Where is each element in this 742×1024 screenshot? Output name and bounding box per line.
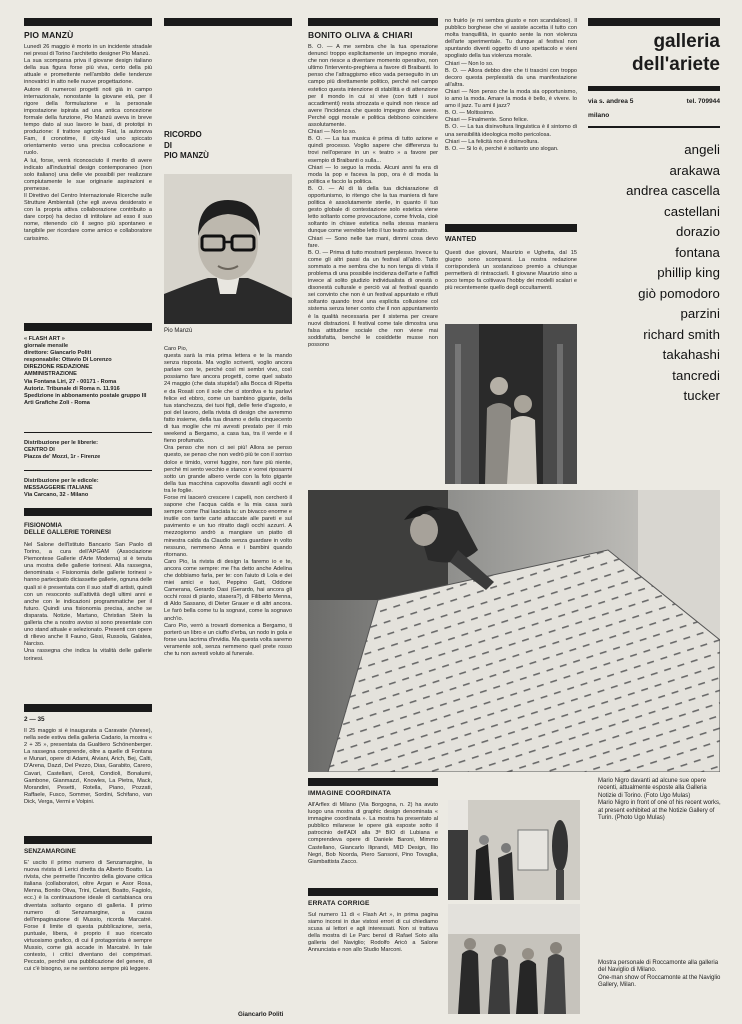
artist-name: fontana <box>675 244 720 260</box>
wanted-photo <box>445 324 577 484</box>
roccamonte-photo-1-illustration <box>448 800 580 900</box>
masthead: « FLASH ART » giornale mensile direttore: Giancarlo Politi responsabile: Ottavio Di Lorenzo DIREZIONE REDAZIONE AMMINISTRAZIONE Via Fontana Liri, 27 - 00171 - Roma Autoriz. Tribunale di Roma n. 11.916 Spedizione in abbonamento postale gruppo III Arti Grafiche Zoli - Roma <box>24 336 147 406</box>
wanted-photo-illustration <box>445 324 577 484</box>
portrait-caption: Pio Manzù <box>164 328 193 334</box>
column3-top-rule <box>308 18 438 26</box>
errata-heading: ERRATA CORRIGE <box>308 900 370 907</box>
senzamargine-article: E' uscito il primo numero di Senzamargine, la nuova rivista di Lerici diretta da Alberto Boatto. La rivista, che permette l'incontro della giovane critica italiana (collaboratori, oltre Argan e Asor Rosa, Menna, Bonito Oliva, Trini, Celant, Boatto, Fagiolo, ecc.) è la continuazione ideale di cartabianca ora diventata soltanto organo di galleria. Il primo numero di Senzamargine, a causa dell'impaginazione di Mussio, ricorda Marcatré. Forse il limite di questa pubblicazione, seria, puntuale, libera, è proprio il suo ricercato virtuosismo grafico, di cui il protagonista è sempre Mussio, come già accade in Marcatré. In tale contesto, i critici diventano dei comprimari. Peccato, perché una pubblicazione del genere, di cui c'è bisogno, se ne sentono sempre più leggere. <box>24 860 152 973</box>
errata-article: Sul numero 11 di « Flash Art », in prima pagina siamo incorsi in due vistosi errori di cui chiediamo scusa ai lettori e agli interessati. Non si trattava della mostra di Le Parc bensì di Rafael Soto alla galleria del Naviglio; Rodolfo Aricò a Salone Annunciata e non allo Studio Marconi. <box>308 912 438 954</box>
immagine-article: All'Arflex di Milano (Via Borgogna, n. 2) ha avuto luogo una mostra di graphic design denominata « immagine coordinata ». La mostra ha presentato al pubblico milanese le opere già esposte sotto il patrocinio dell'ADI alla 3ª BIO di Lubiana e comprendeva opere di Daniele Baroni, Mimmo Castellano, Giancarlo Iliprandi, MID Design, Ilio Negri, Bob Noorda, Piero Sansoni, Pino Tovaglia, Giambattista Zacco. <box>308 802 438 865</box>
senzamargine-heading: SENZAMARGINE <box>24 848 76 855</box>
bonito-oliva-chiari-interview: B. O. — A me sembra che la tua operazione denunci troppo esplicitamente un impegno morale, che non riesce a diventare momento operativo, non ultimo l'intervento-preghiera a favore di Braibanti. Io penso che l'attraggismo etico vada perseguito in un campo più direttamente politico, perché nel campo estetico questa intenzione di stabilità e di attenzione per il mondo in cui si vive (con tutti i suoi accadimenti) resta strozzata e quindi non riesce ad avere l'incidenza che questo impegno deve avere. Perché oggi morale e politica debbono coincidere assolutamente. Chiari — Non lo so. B. O. — La tua musica è prima di tutto azione e quindi processo. Voglio sapere che differenza tu trovi nell'operare in un « teatro » a favore per esempio di Braibanti o sulla... Chiari — Io seguo la moda. Alcuni anni fa era di moda la pop e faceva la pop, ora è di moda la politica e faccio la politica. B. O. — Al di là della tua dichiarazione di opportunismo, io ritengo che la tua maniera di fare politica è assolutamente sterile, in quanto il tuo gesto globale di contestazione solo estetica viene letto soltanto come provocazione, come frivola, cioè soltanto in chiave estetica nella stessa maniera dunque come verrebbe letto il tuo teatro astratto. Chiari — Sono nelle tue mani, dimmi cosa devo fare. B. O. — Prima di tutto mostrarti perplesso. Invece tu come gli altri passi da un festival all'altro. Tutto sommato a me sembra che tu non tenga di vista il problema di una possibile incidenza dell'arte e l'affidi invece al solito giudizio individualista di onestà o disonestà culturale e perciò vai al festival quando sei convinto che non è un festival appuntato e rifiuti soltanto quando trovi una esplicita collusione col sistema senza tener conto che il non appuntamento è la qualità necessaria per il sistema per creare nuovi distrazioni. Il festival come tale dimostra una falsa attitudine sociale che non viene mai soddisfatta, benché le cosiddette musse non possono <box>308 44 438 348</box>
masthead-rule <box>24 323 152 331</box>
artist-name: takahashi <box>662 347 720 362</box>
artist-name: richard smith <box>643 326 720 342</box>
column2-top-rule <box>164 18 292 26</box>
letter-to-pio: Caro Pio, questa sarà la mia prima lettera e te la mando senza risposta. Ma voglio scriverti, voglio ancora parlare con te, perché così mi sembri vivo, così possiamo fare ancora progetti, come quel sabato 24 maggio (che data stupida!) alla Bocca di Ripetta e da Rosati con il sole che ci stordiva e tu parlavi felice ed ebbro, come un bambino gigante, della tua stanchezza, dei tuoi figli, delle ferie d'agosto, e poi del lavoro, della rivista di design che avremmo fatto insieme, della tua dinamo e della cinquecento di tua moglie che mi avresti prestato per il mio weekend a Bergamo, a casa tua, tra il verde e il fieno profumato. Ora penso che non ci sei più! Allora se penso questo, se penso che non vedrò più te con il sorriso dolce e timido, vorrei fuggire, non fare più niente, perché mi sento vecchio e stanco e vorrei riposarmi sotto un grande albero verde con la foto gigante della tua macchina capovolta davanti agli occhi e tra le foglie. Forse mi lascerò crescere i capelli, non cercherò il sapone che l'acqua calda e la mia casa sarà sempre come l'hai lasciata tu: un bivacco enorme e inutile con tante carte attaccate alle pareti e sul pavimento e un tuo ritratto dagli occhi azzurri. A mezzogiorno andrò a mangiare un piatto di minestra calda da Claudio senza guardare in volto nessuno, nemmeno Anna e i bambini quando ritornano. Caro Pio, la rivista di design la faremo io e te, ancora come sempre: me l'ha detto anche Adelina che dobbiamo farla, per te: con l'aiuto di Lola e dei miei amici e tuoi, Peppino Gatt, Oddone Camerana, Gerardo Dasi (Gerardo, hai ancora gli occhi rossi di pianto, stasera?), di Filiberto Menna, di Aldo Sassano, di Dieter Grauer e di altri ancora. Le farò bella come tu la sognavi, come la sognavo anch'io. Caro Pio, verrò a trovarti domenica a Bergamo, ti porterò un libro e un ciuffo d'erba, un nodo in gola e forse una lacrima d'invidia. Ma questa volta saremo veramente soli, senza nemmeno quel prete rosso che tu non avresti voluto al funerale. <box>164 346 292 658</box>
turin-article: Nel Salone dell'Istituto Bancario San Paolo di Torino, a cura dell'APGAM (Associazione Piemontese Gallerie d'Arte Moderna) si è tenuta una mostra delle gallerie torinesi. Alla rassegna, denominata « Fisionomia delle gallerie torinesi » hanno partecipato diciassette gallerie, ognuna delle quali si è presentata con il suo staff di artisti, quindi con un resoconto sull'attività degli ultimi anni e anche con le indicazioni programmatiche per il futuro. Quindi una fisionomia precisa, anche se disparata. Notizie, Martano, Christian Stein la galleria che a nostro avviso si sono presentate con uno stand attuale e selezionato. Presenti con opere di rilievo anche Il Fauno, Gissi, Russola, Galatea, Narciso. Una rassegna che indica la vitalità delle gallerie torinesi. <box>24 542 152 662</box>
roccamonte-photo-2-illustration <box>448 904 580 1014</box>
nigro-photo-illustration <box>308 490 720 772</box>
errata-rule <box>308 888 438 896</box>
portrait-illustration <box>164 174 292 324</box>
divider <box>24 432 152 433</box>
wanted-heading: WANTED <box>445 236 477 243</box>
divider <box>24 470 152 471</box>
pio-manzu-portrait <box>164 174 292 324</box>
distribution-newsstands: Distribuzione per le edicole: MESSAGGERIE ITALIANE Via Carcano, 32 - Milano <box>24 478 99 499</box>
artist-name: phillip king <box>657 265 720 280</box>
artist-name: parzini <box>680 306 720 321</box>
turin-heading: FISIONOMIA DELLE GALLERIE TORINESI <box>24 522 111 537</box>
pio-manzu-article: Lunedì 26 maggio è morto in un incidente stradale nei pressi di Torino l'architetto designer Pio Manzù. La sua scomparsa priva il giovane design italiano della sua figura forse più viva, certo della più attuale e promettente nell'ambito delle tendenze innovatrici in atto nelle nuove progettazione. Autore di numerosi progetti noti già in campo internazionale, nonostante la giovane età, per il rigore della formulazione e la personale impostazione ispirata ad una antica concezione formale della funzione, Pio Manzù aveva in breve tempo dato al suo lavoro le basi, di prototipi in produzione: il trattore agricolo Fiat, la autonova Fam, il cronotime, il city-taxi uno spiccato orientamento verso una precisa collocazione e ruolo. A lui, forse, verrà riconosciuto il merito di avere indicato all'industrial design contemporaneo (non solo italiano) una delle vie possibili per realizzare compiutamente le sue originarie aspirazioni e premesse. Il Direttivo del Centro Internazionale Ricerche sulle Strutture Ambientali (che egli aveva desiderato e con la propria attiva collaborazione contribuito a dare corpo) ha deciso di intitolare ad esso il suo nome, ritenendo ciò il segno più spontaneo e tangibile per ricordare come amico e collaboratore carissimo. <box>24 44 152 242</box>
artist-name: angeli <box>684 142 720 157</box>
item235-rule <box>24 704 152 712</box>
roccamonte-caption: Mostra personale di Roccamonte alla galleria del Naviglio di Milano. One-man show of Roccamonte at the Naviglio Gallery, Milan. <box>598 960 721 989</box>
nigro-caption: Mario Nigro davanti ad alcune sue opere recenti, attualmente esposte alla Galleria Notizie di Torino. (Foto Ugo Mulas) Mario Nigro in front of one of his recent works, at present exhibited at the Notizie Gallery of Turin. (Photo Ugo Mulas) <box>598 778 721 822</box>
gallery-rule <box>588 126 720 128</box>
artist-name: dorazio <box>676 224 720 239</box>
wanted-article: Questi due giovani, Maurizio e Ughetta, dal 15 giugno sono scomparsi. La nostra redazione corrisponderà un sostanzioso premio a chiunque permetterà di rintracciarli. Il giovane Maurizio sino a poco tempo fa coltivava l'hobby dei modelli scalari e più recentemente quello degli occultamenti. <box>445 250 577 292</box>
artist-name: andrea cascella <box>626 183 720 198</box>
immagine-heading: IMMAGINE COORDINATA <box>308 790 392 797</box>
mario-nigro-photo <box>308 490 720 772</box>
letter-signature: Giancarlo Politi <box>238 1011 284 1018</box>
ricordo-heading: RICORDO DI PIO MANZÙ <box>164 130 209 160</box>
artist-name: arakawa <box>669 162 720 178</box>
artist-name: giò pomodoro <box>638 285 720 301</box>
immagine-rule <box>308 778 438 786</box>
gallery-address: via s. andrea 5 <box>588 98 634 105</box>
artist-name: tancredi <box>672 367 720 383</box>
interview-continued: no fruirlo (e mi sembra giusto e non scandaloso). Il pubblico borghese che vi assiste accetta il tutto con molta tranquillità, in quanto sente la non violenza dell'arte sperimentale. Tu dunque al festival non spuntando diventi oggetto di uno spettacolo e vieni spogliato della tua violenza morale. Chiari — Non lo so. B. O. — Allora debbo dire che ti trascini con troppo decoro questa perplessità da una manifestazione all'altra. Chiari — Non penso che la moda sia opportunismo, io amo la moda. Amare la moda è bello, è vivere. Io amo il jazz. Tu ami il jazz? B. O. — Moltissimo. Chiari — Finalmente. Sono felice. B. O. — La tua disinvoltura linguistica è il sintomo di una sensibilità ideologica molto pericolosa. Chiari — La felicità non è disinvoltura. B. O. — Si lo è, perché è soltanto uno slogan. <box>445 18 577 152</box>
roccamonte-photo-1 <box>448 800 580 900</box>
artist-name: castellani <box>664 203 720 219</box>
gallery-rule <box>588 86 720 91</box>
senzamargine-rule <box>24 836 152 844</box>
turin-rule <box>24 508 152 516</box>
column1-top-rule <box>24 18 152 26</box>
item235-article: Il 25 maggio si è inaugurata a Caravate (Varese), nella sede estiva della galleria Cadario, la mostra « 2 + 35 », presentata da Gualtiero Schönenberger. La rassegna comprende, oltre a quelle di Fontana e Munari, opere di Adami, Alviani, Arich, Bej, Calti, D'Arena, Dazzi, Del Pezzo, Dias, Garabito, Carero, Cavari, Castellani, Ceroli, Condioli, Bonalumi, Gambone, Gianmazzi, Knowles, La Pietra, Mack, Morandini, Pesetti, Rotella, Piano, Pozzati, Raffaele, Fusco, Sommer, Sordini, Schifano, van Dick, Verga, Vermi e Volpini. <box>24 728 152 805</box>
distribution-bookshops: Distribuzione per le librerie: CENTRO DI Piazza de' Mozzi, 1r - Firenze <box>24 440 101 461</box>
wanted-rule <box>445 224 577 232</box>
bonito-oliva-chiari-heading: BONITO OLIVA & CHIARI <box>308 30 413 40</box>
gallery-name-line1: galleria <box>653 31 720 52</box>
item235-heading: 2 — 35 <box>24 716 45 723</box>
pio-manzu-heading: PIO MANZÙ <box>24 30 74 40</box>
gallery-city: milano <box>588 112 610 119</box>
gallery-name-line2: dell'ariete <box>632 54 720 75</box>
artist-name: tucker <box>683 388 720 403</box>
gallery-phone: tel. 709944 <box>686 98 720 105</box>
gallery-top-rule <box>588 18 720 26</box>
gallery-artist-list <box>588 140 720 407</box>
roccamonte-photo-2 <box>448 904 580 1014</box>
